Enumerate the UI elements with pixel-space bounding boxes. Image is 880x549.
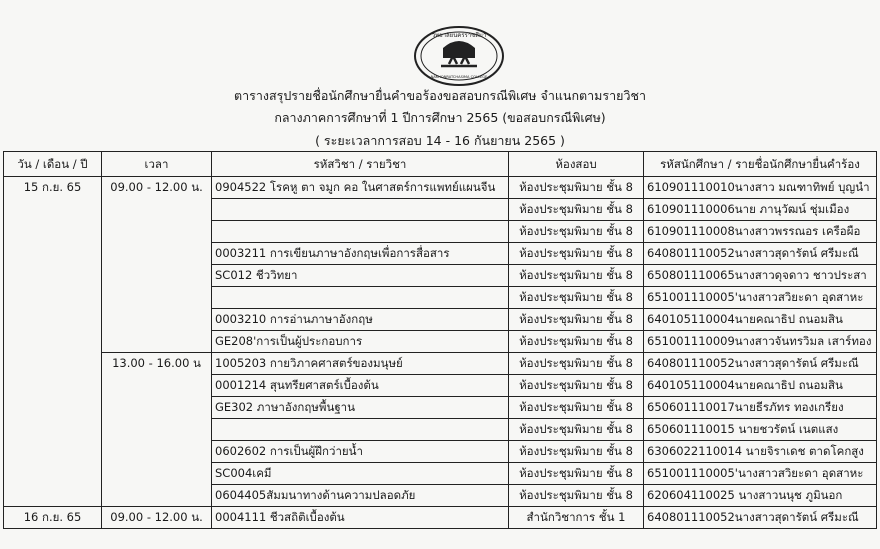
room-cell: ห้องประชุมพิมาย ชั้น 8 xyxy=(509,441,644,463)
header-room: ห้องสอบ xyxy=(509,152,644,177)
logo-text-bottom: NAKHONRATCHASIMA COLLEGE xyxy=(430,75,488,79)
subject-cell: SC012 ชีววิทยา xyxy=(212,265,509,287)
room-cell: ห้องประชุมพิมาย ชั้น 8 xyxy=(509,485,644,507)
student-cell: 640801110052นางสาวสุดารัตน์ ศรีมะณี xyxy=(644,243,877,265)
student-cell: 650801110065นางสาวดุจดาว ชาวประสา xyxy=(644,265,877,287)
room-cell: ห้องประชุมพิมาย ชั้น 8 xyxy=(509,265,644,287)
student-cell: 640105110004นายคณาธิป ถนอมสิน xyxy=(644,309,877,331)
date-cell: 15 ก.ย. 65 xyxy=(4,177,102,507)
student-cell: 651001110005'นางสาวสวิยะดา อุดสาหะ xyxy=(644,463,877,485)
room-cell: ห้องประชุมพิมาย ชั้น 8 xyxy=(509,177,644,199)
time-cell: 13.00 - 16.00 น xyxy=(102,353,212,507)
room-cell: ห้องประชุมพิมาย ชั้น 8 xyxy=(509,353,644,375)
student-cell: 651001110009นางสาวจันทรวิมล เสาร์ทอง xyxy=(644,331,877,353)
subject-cell: 0003210 การอ่านภาษาอังกฤษ xyxy=(212,309,509,331)
room-cell: ห้องประชุมพิมาย ชั้น 8 xyxy=(509,463,644,485)
student-cell: 610901110010นางสาว มณฑาทิพย์ บุญนำ xyxy=(644,177,877,199)
header-time: เวลา xyxy=(102,152,212,177)
logo-text-top: วิทยาลัยนครราชสีมา xyxy=(431,32,487,39)
subject-cell: 0604405สัมมนาทางด้านความปลอดภัย xyxy=(212,485,509,507)
subject-cell xyxy=(212,287,509,309)
subject-cell: 0602602 การเป็นผู้ฝึกว่ายน้ำ xyxy=(212,441,509,463)
table-row xyxy=(4,177,877,199)
student-cell: 640801110052นางสาวสุดารัตน์ ศรีมะณี xyxy=(644,507,877,529)
time-cell: 09.00 - 12.00 น. xyxy=(102,507,212,529)
student-cell: 640801110052นางสาวสุดารัตน์ ศรีมะณี xyxy=(644,353,877,375)
table-row xyxy=(4,353,877,375)
subject-cell xyxy=(212,199,509,221)
subject-cell xyxy=(212,419,509,441)
subject-cell: 0004111 ชีวสถิติเบื้องต้น xyxy=(212,507,509,529)
title-line-1: ตารางสรุปรายชื่อนักศึกษายื่นคำขอร้องขอสอบกรณีพิเศษ จำแนกตามรายวิชา xyxy=(234,88,646,103)
subject-cell: GE208'การเป็นผู้ประกอบการ xyxy=(212,331,509,353)
subject-cell: 0003211 การเขียนภาษาอังกฤษเพื่อการสื่อสาร xyxy=(212,243,509,265)
table-header-row xyxy=(4,152,877,177)
room-cell: ห้องประชุมพิมาย ชั้น 8 xyxy=(509,375,644,397)
header-subject: รหัสวิชา / รายวิชา xyxy=(212,152,509,177)
subject-cell: 0001214 สุนทรียศาสตร์เบื้องต้น xyxy=(212,375,509,397)
date-cell: 16 ก.ย. 65 xyxy=(4,507,102,529)
subject-cell: SC004เคมี xyxy=(212,463,509,485)
student-cell: 640105110004นายคณาธิป ถนอมสิน xyxy=(644,375,877,397)
room-cell: ห้องประชุมพิมาย ชั้น 8 xyxy=(509,221,644,243)
subject-cell: GE302 ภาษาอังกฤษพื้นฐาน xyxy=(212,397,509,419)
student-cell: 610901110008นางสาวพรรณอร เครือผือ xyxy=(644,221,877,243)
title-line-2: กลางภาคการศึกษาที่ 1 ปีการศึกษา 2565 (ขอสอบกรณีพิเศษ) xyxy=(274,110,606,125)
student-cell: 6306022110014 นายจิราเดช ตาดโคกสูง xyxy=(644,441,877,463)
table-row xyxy=(4,507,877,529)
room-cell: ห้องประชุมพิมาย ชั้น 8 xyxy=(509,309,644,331)
room-cell: ห้องประชุมพิมาย ชั้น 8 xyxy=(509,199,644,221)
student-cell: 610901110006นาย ภานุวัฒน์ ชุ่มเมือง xyxy=(644,199,877,221)
room-cell: สำนักวิชาการ ชั้น 1 xyxy=(509,507,644,529)
student-cell: 651001110005'นางสาวสวิยะดา อุดสาหะ xyxy=(644,287,877,309)
time-cell: 09.00 - 12.00 น. xyxy=(102,177,212,353)
subject-cell xyxy=(212,221,509,243)
student-cell: 650601110017นายธีรภัทร ทองเกรียง xyxy=(644,397,877,419)
header-date: วัน / เดือน / ปี xyxy=(4,152,102,177)
title-line-3: ( ระยะเวลาการสอบ 14 - 16 กันยายน 2565 ) xyxy=(315,133,565,148)
room-cell: ห้องประชุมพิมาย ชั้น 8 xyxy=(509,397,644,419)
room-cell: ห้องประชุมพิมาย ชั้น 8 xyxy=(509,419,644,441)
subject-cell: 0904522 โรคหู ตา จมูก คอ ในศาสตร์การแพทย์แผนจีน xyxy=(212,177,509,199)
exam-schedule-table xyxy=(3,151,877,529)
student-cell: 620604110025 นางสาวนนุช ภูมินอก xyxy=(644,485,877,507)
room-cell: ห้องประชุมพิมาย ชั้น 8 xyxy=(509,287,644,309)
student-cell: 650601110015 นายชวรัตน์ เนตแสง xyxy=(644,419,877,441)
room-cell: ห้องประชุมพิมาย ชั้น 8 xyxy=(509,243,644,265)
subject-cell: 1005203 กายวิภาคศาสตร์ของมนุษย์ xyxy=(212,353,509,375)
header-student: รหัสนักศึกษา / รายชื่อนักศึกษายื่นคำร้อง xyxy=(644,152,877,177)
college-logo xyxy=(413,26,505,86)
room-cell: ห้องประชุมพิมาย ชั้น 8 xyxy=(509,331,644,353)
